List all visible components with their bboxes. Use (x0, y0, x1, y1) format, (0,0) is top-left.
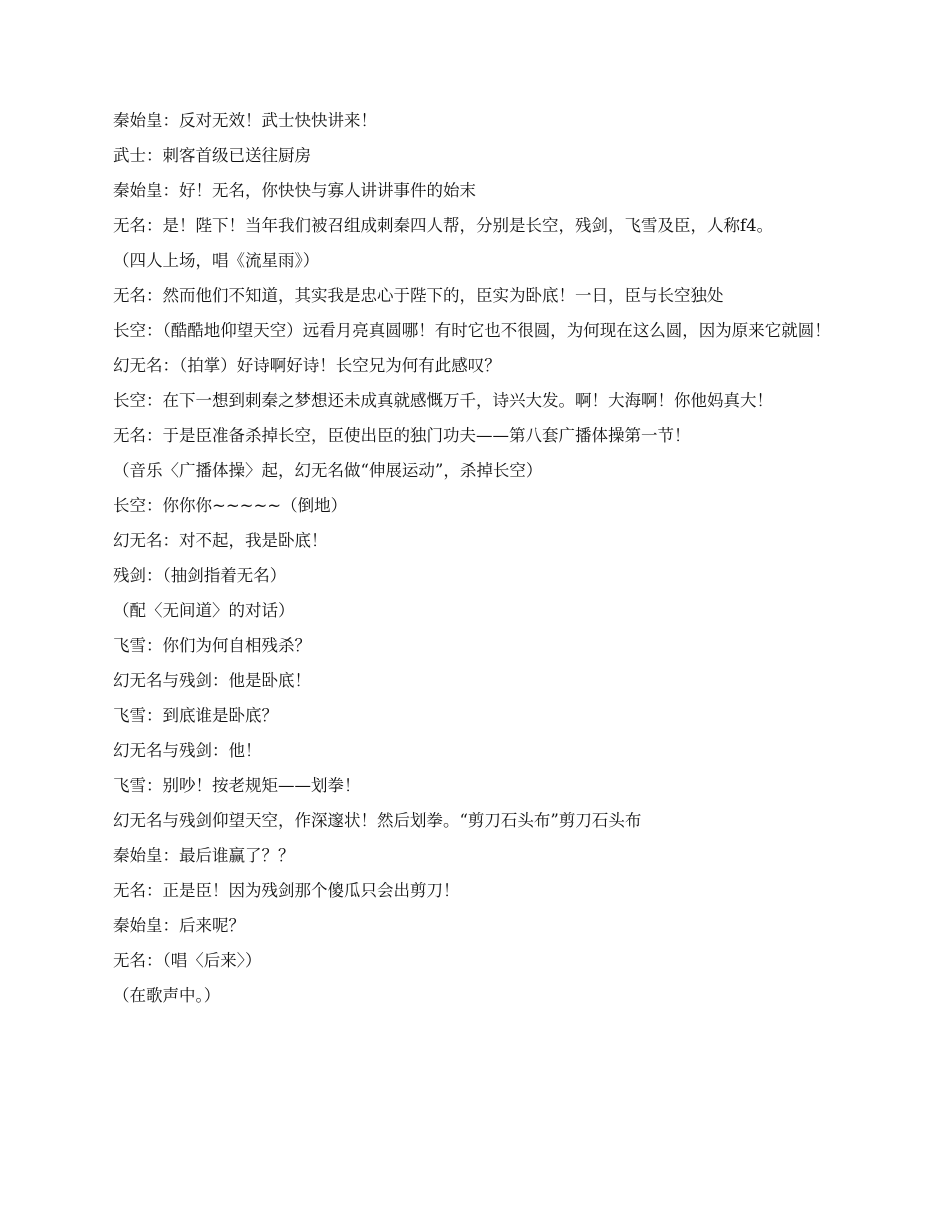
text-line: 幻无名与残剑仰望天空，作深邃状！然后划拳。“剪刀石头布”剪刀石头布 (113, 811, 642, 830)
text-line: 无名：是！陛下！当年我们被召组成刺秦四人帮，分别是长空，残剑，飞雪及臣，人称f4。 (113, 216, 774, 235)
text-line: 残剑：（抽剑指着无名） (113, 566, 287, 585)
text-line: （配〈无间道〉的对话） (113, 601, 295, 620)
text-line: 秦始皇：好！无名，你快快与寡人讲讲事件的始末 (113, 181, 476, 200)
text-line: 无名：于是臣准备杀掉长空，臣使出臣的独门功夫——第八套广播体操第一节！ (113, 426, 691, 445)
text-line: 幻无名：（拍掌）好诗啊好诗！长空兄为何有此感叹？ (113, 356, 501, 375)
text-line: 武士：刺客首级已送往厨房 (113, 146, 311, 165)
text-line: 飞雪：到底谁是卧底？ (113, 706, 278, 725)
text-line: 长空：在下一想到刺秦之梦想还未成真就感慨万千，诗兴大发。啊！大海啊！你他妈真大！ (113, 391, 773, 410)
text-line: 幻无名与残剑：他！ (113, 741, 262, 760)
text-line: 无名：然而他们不知道，其实我是忠心于陛下的，臣实为卧底！一日，臣与长空独处 (113, 286, 724, 305)
script-text-body (113, 110, 833, 1020)
text-line: 无名：正是臣！因为残剑那个傻瓜只会出剪刀！ (113, 881, 460, 900)
text-line: 秦始皇：反对无效！武士快快讲来！ (113, 111, 377, 130)
text-line: 飞雪：别吵！按老规矩——划拳！ (113, 776, 361, 795)
text-line: 幻无名与残剑：他是卧底！ (113, 671, 311, 690)
text-line: 幻无名：对不起，我是卧底！ (113, 531, 328, 550)
text-line: （在歌声中。） (113, 986, 221, 1005)
text-line: （音乐〈广播体操〉起，幻无名做“伸展运动”，杀掉长空） (113, 461, 543, 480)
text-line: 秦始皇：后来呢？ (113, 916, 245, 935)
text-line: 无名：（唱〈后来〉） (113, 951, 262, 970)
text-line: 长空：你你你~~~~~（倒地） (113, 496, 348, 515)
text-line: 飞雪：你们为何自相残杀？ (113, 636, 311, 655)
text-line: （四人上场，唱《流星雨》） (113, 251, 320, 270)
text-line: 秦始皇：最后谁赢了？？ (113, 846, 295, 865)
text-line: 长空：（酷酷地仰望天空）远看月亮真圆哪！有时它也不很圆，为何现在这么圆，因为原来它就圆！ (113, 321, 831, 340)
